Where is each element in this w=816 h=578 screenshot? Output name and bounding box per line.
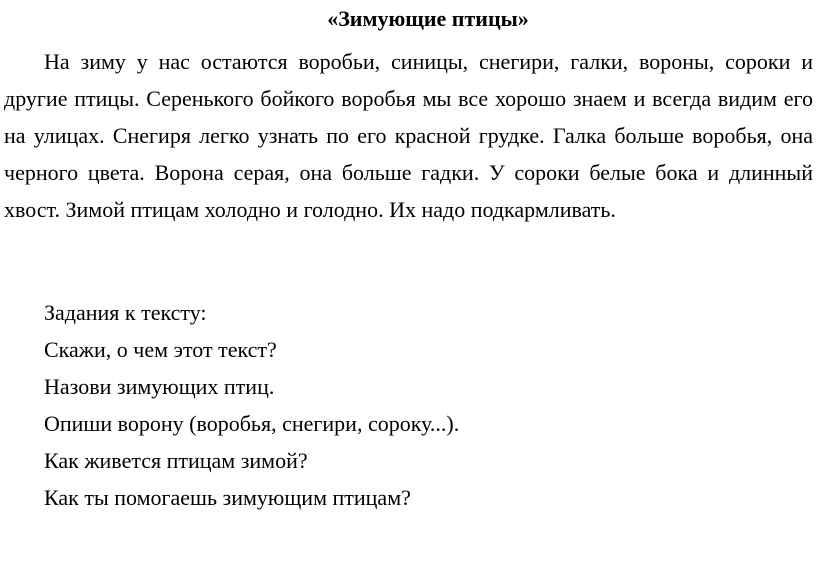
task-item: Скажи, о чем этот текст? — [44, 337, 277, 362]
document-title: «Зимующие птицы» — [327, 6, 529, 31]
task-item: Назови зимующих птиц. — [44, 374, 275, 399]
task-list — [44, 294, 459, 516]
task-item: Как ты помогаешь зимующим птицам? — [44, 485, 411, 510]
tasks-heading: Задания к тексту: — [44, 300, 207, 325]
task-item: Опиши ворону (воробья, снегири, сороку...). — [44, 411, 460, 436]
task-item: Как живется птицам зимой? — [44, 448, 308, 473]
story-paragraph: На зиму у нас остаются воробьи, синицы, снегири, галки, вороны, сороки и другие птицы. Серенького бойкого воробья мы все хорошо знаем и всегда видим его на улицах. Снегиря легко узнать по его красной грудке. Галка больше воробья, она черного цвета. Ворона серая, она больше гадки. У сороки белые бока и длинный хвост. Зимой птицам холодно и голодно. Их надо подкармливать. — [4, 49, 813, 222]
